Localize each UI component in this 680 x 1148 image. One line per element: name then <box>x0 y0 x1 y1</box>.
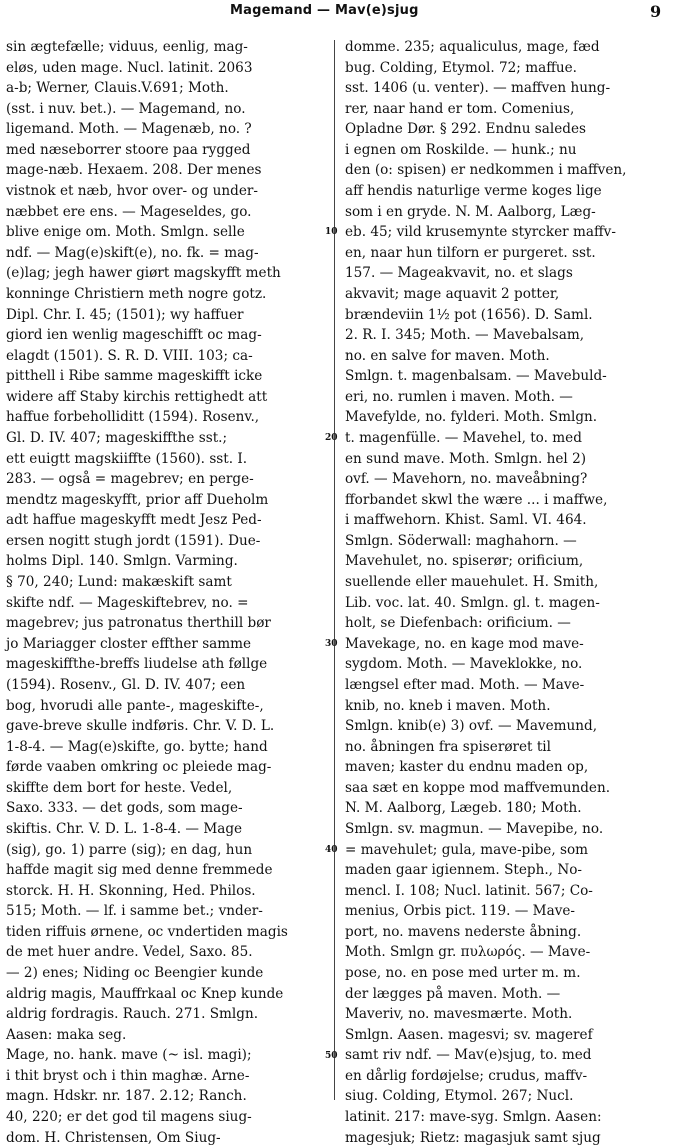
text-line: tiden riffuis ørnene, oc vndertiden magis <box>6 923 288 940</box>
text-line: bog, hvorudi alle pante-, mageskifte-, <box>6 697 264 714</box>
text-line: mageskiffthe-breffs liudelse ath føllge <box>6 656 268 673</box>
text-line: Saxo. 333. — det gods, som mage- <box>6 800 243 817</box>
text-line: elagdt (1501). S. R. D. VIII. 103; ca- <box>6 347 253 364</box>
text-line: brændeviin 1½ pot (1656). D. Saml. <box>345 306 593 323</box>
text-line: blive enige om. Moth. Smlgn. selle <box>6 224 245 241</box>
text-line: der lægges på maven. Moth. — <box>345 985 561 1002</box>
right-column <box>345 37 673 1148</box>
text-line: som i en gryde. N. M. Aalborg, Læg- <box>345 203 596 220</box>
text-line: Aasen: maka seg. <box>6 1026 127 1043</box>
text-line: bug. Colding, Etymol. 72; maffue. <box>345 59 577 76</box>
text-line: port, no. mavens nederste åbning. <box>345 923 582 940</box>
text-line: mencl. I. 108; Nucl. latinit. 567; Co- <box>345 882 593 899</box>
text-line: mage-næb. Hexaem. 208. Der menes <box>6 162 262 179</box>
text-line: no. åbningen fra spiserøret til <box>345 738 551 755</box>
line-number: 30 <box>325 639 338 649</box>
text-line: 2. R. I. 345; Moth. — Mavebalsam, <box>345 327 585 344</box>
text-line: Moth. Smlgn gr. πυλωρός. — Mave- <box>345 944 591 961</box>
text-line: skiffte dem bort for heste. Vedel, <box>6 779 233 796</box>
text-line: haffue forbeholliditt (1594). Rosenv., <box>6 409 260 426</box>
text-line: (1594). Rosenv., Gl. D. IV. 407; een <box>6 676 246 693</box>
text-line: sygdom. Moth. — Maveklokke, no. <box>345 656 583 673</box>
text-line: 1-8-4. — Mag(e)skifte, go. bytte; hand <box>6 738 268 755</box>
text-line: siug. Colding, Etymol. 267; Nucl. <box>345 1088 574 1105</box>
text-line: domme. 235; aqualiculus, mage, fæd <box>345 39 600 55</box>
text-line: rer, naar hand er tom. Comenius, <box>345 100 575 117</box>
text-line: pose, no. en pose med urter m. m. <box>345 965 581 982</box>
text-line: Mage, no. hank. mave (~ isl. magi); <box>6 1047 252 1064</box>
text-line: Smlgn. sv. magmun. — Mavepibe, no. <box>345 820 604 837</box>
page-header <box>0 0 680 26</box>
text-line: i maffwehorn. Khist. Saml. VI. 464. <box>345 512 587 529</box>
text-line: latinit. 217: mave-syg. Smlgn. Aasen: <box>345 1109 602 1126</box>
text-line: ligemand. Moth. — Magenæb, no. ? <box>6 121 252 138</box>
text-line: fforbandet skwl the wære ... i maffwe, <box>345 491 608 508</box>
text-line: adt haffue mageskyfft medt Jesz Ped- <box>6 512 262 529</box>
line-number: 50 <box>325 1051 338 1061</box>
text-line: widere aff Staby kirchis rettighedt att <box>6 388 268 405</box>
text-line: — 2) enes; Niding oc Beengier kunde <box>6 965 264 982</box>
text-line: 157. — Mageakvavit, no. et slags <box>345 265 573 282</box>
text-line: jo Mariagger closter effther samme <box>6 635 252 652</box>
text-line: Smlgn. t. magenbalsam. — Mavebuld- <box>345 368 607 385</box>
page-number: 9 <box>650 2 662 21</box>
line-number: 20 <box>325 433 338 443</box>
text-line: Opladne Dør. § 292. Endnu saledes <box>345 121 586 138</box>
text-line: Mavefylde, no. fylderi. Moth. Smlgn. <box>345 409 598 426</box>
text-line: saa sæt en koppe mod maffvemunden. <box>345 779 611 796</box>
text-line: (sst. i nuv. bet.). — Magemand, no. <box>6 100 246 117</box>
text-line: førde vaaben omkring oc pleiede mag- <box>6 759 272 776</box>
text-line: maven; kaster du endnu maden op, <box>345 759 589 776</box>
text-line: giord ien wenlig mageschifft oc mag- <box>6 327 262 344</box>
text-line: ndf. — Mag(e)skift(e), no. fk. = mag- <box>6 244 259 261</box>
text-line: Mavekage, no. en kage mod mave- <box>345 635 584 652</box>
text-line: holms Dipl. 140. Smlgn. Varming. <box>6 553 238 570</box>
text-line: menius, Orbis pict. 119. — Mave- <box>345 903 576 920</box>
line-number: 40 <box>325 845 338 855</box>
text-line: ersen nogitt stugh jordt (1591). Due- <box>6 532 261 549</box>
text-line: sst. 1406 (u. venter). — maffven hung- <box>345 80 611 97</box>
text-line: eløs, uden mage. Nucl. latinit. 2063 <box>6 59 253 76</box>
text-line: akvavit; mage aquavit 2 potter, <box>345 285 560 302</box>
text-line: storck. H. H. Skonning, Hed. Philos. <box>6 882 256 899</box>
text-line: ett euigtt magskiiffte (1560). sst. I. <box>6 450 248 467</box>
text-line: sin ægtefælle; viduus, eenlig, mag- <box>6 39 248 55</box>
text-line: magebrev; jus patronatus therthill bør <box>6 615 271 632</box>
text-line: (e)lag; jegh hawer giørt magskyfft meth <box>6 265 281 282</box>
text-line: knib, no. kneb i maven. Moth. <box>345 697 551 714</box>
text-line: dom. H. Christensen, Om Siug- <box>6 1129 221 1146</box>
text-line: Dipl. Chr. I. 45; (1501); wy haffuer <box>6 306 244 323</box>
text-line: Maveriv, no. mavesmærte. Moth. <box>345 1006 573 1023</box>
text-line: vistnok et næb, hvor over- og under- <box>6 183 258 200</box>
text-line: en, naar hun tilforn er purgeret. sst. <box>345 244 596 261</box>
text-line: t. magenfülle. — Mavehel, to. med <box>345 429 582 446</box>
text-line: no. en salve for maven. Moth. <box>345 347 550 364</box>
text-line: maden gaar igiennem. Steph., No- <box>345 862 582 879</box>
left-column <box>6 37 328 1148</box>
text-line: skifte ndf. — Mageskiftebrev, no. = <box>6 594 249 611</box>
text-line: magn. Hdskr. nr. 187. 2.12; Ranch. <box>6 1088 247 1105</box>
text-line: 283. — også = magebrev; en perge- <box>6 471 254 488</box>
running-head: Magemand — Mav(e)sjug <box>230 3 419 18</box>
text-line: i egnen om Roskilde. — hunk.; nu <box>345 141 577 158</box>
text-line: ovf. — Mavehorn, no. maveåbning? <box>345 471 588 488</box>
text-line: den (o: spisen) er nedkommen i maffven, <box>345 162 627 179</box>
text-line: gave-breve skulle indføris. Chr. V. D. L. <box>6 718 275 735</box>
text-line: N. M. Aalborg, Lægeb. 180; Moth. <box>345 800 582 817</box>
text-line: Smlgn. Söderwall: maghahorn. — <box>345 532 577 549</box>
text-line: magesjuk; Rietz: magasjuk samt sjug <box>345 1129 601 1146</box>
text-line: længsel efter mad. Moth. — Mave- <box>345 676 585 693</box>
text-line: aldrig magis, Mauffrkaal oc Knep kunde <box>6 985 284 1002</box>
text-line: næbbet ere ens. — Mageseldes, go. <box>6 203 252 220</box>
text-line: konninge Christiern meth nogre gotz. <box>6 285 267 302</box>
text-line: eri, no. rumlen i maven. Moth. — <box>345 388 573 405</box>
text-line: 515; Moth. — lf. i samme bet.; vnder- <box>6 903 263 920</box>
text-line: = mavehulet; gula, mave-pibe, som <box>345 841 589 858</box>
text-line: 40, 220; er det god til magens siug- <box>6 1109 252 1126</box>
text-line: en sund mave. Moth. Smlgn. hel 2) <box>345 450 587 467</box>
text-line: mendtz mageskyfft, prior aff Dueholm <box>6 491 269 508</box>
text-line: (sig), go. 1) parre (sig); en dag, hun <box>6 841 253 858</box>
text-line: med næseborrer stoore paa rygged <box>6 141 251 158</box>
text-line: Gl. D. IV. 407; mageskiffthe sst.; <box>6 429 228 446</box>
text-line: eb. 45; vild krusemynte styrcker maffv- <box>345 224 616 241</box>
text-line: a-b; Werner, Clauis.V.691; Moth. <box>6 80 229 97</box>
line-number: 10 <box>325 227 338 237</box>
text-line: en dårlig fordøjelse; crudus, maffv- <box>345 1067 588 1084</box>
text-line: samt riv ndf. — Mav(e)sjug, to. med <box>345 1047 592 1064</box>
text-line: aff hendis naturlige verme koges lige <box>345 183 602 200</box>
text-line: haffde magit sig med denne fremmede <box>6 862 273 879</box>
text-line: Smlgn. Aasen. magesvi; sv. mageref <box>345 1026 593 1043</box>
text-line: holt, se Diefenbach: orificium. — <box>345 615 571 632</box>
text-line: Smlgn. knib(e) 3) ovf. — Mavemund, <box>345 718 598 735</box>
text-line: aldrig fordragis. Rauch. 271. Smlgn. <box>6 1006 259 1023</box>
text-line: suellende eller mauehulet. H. Smith, <box>345 574 599 591</box>
text-line: Mavehulet, no. spiserør; orificium, <box>345 553 584 570</box>
text-line: pitthell i Ribe samme mageskifft icke <box>6 368 263 385</box>
text-line: de met huer andre. Vedel, Saxo. 85. <box>6 944 253 961</box>
text-line: Lib. voc. lat. 40. Smlgn. gl. t. magen- <box>345 594 600 611</box>
text-line: § 70, 240; Lund: makæskift samt <box>6 574 232 591</box>
text-line: skiftis. Chr. V. D. L. 1-8-4. — Mage <box>6 820 243 837</box>
column-divider <box>334 40 335 1100</box>
text-line: i thit bryst och i thin maghæ. Arne- <box>6 1067 250 1084</box>
